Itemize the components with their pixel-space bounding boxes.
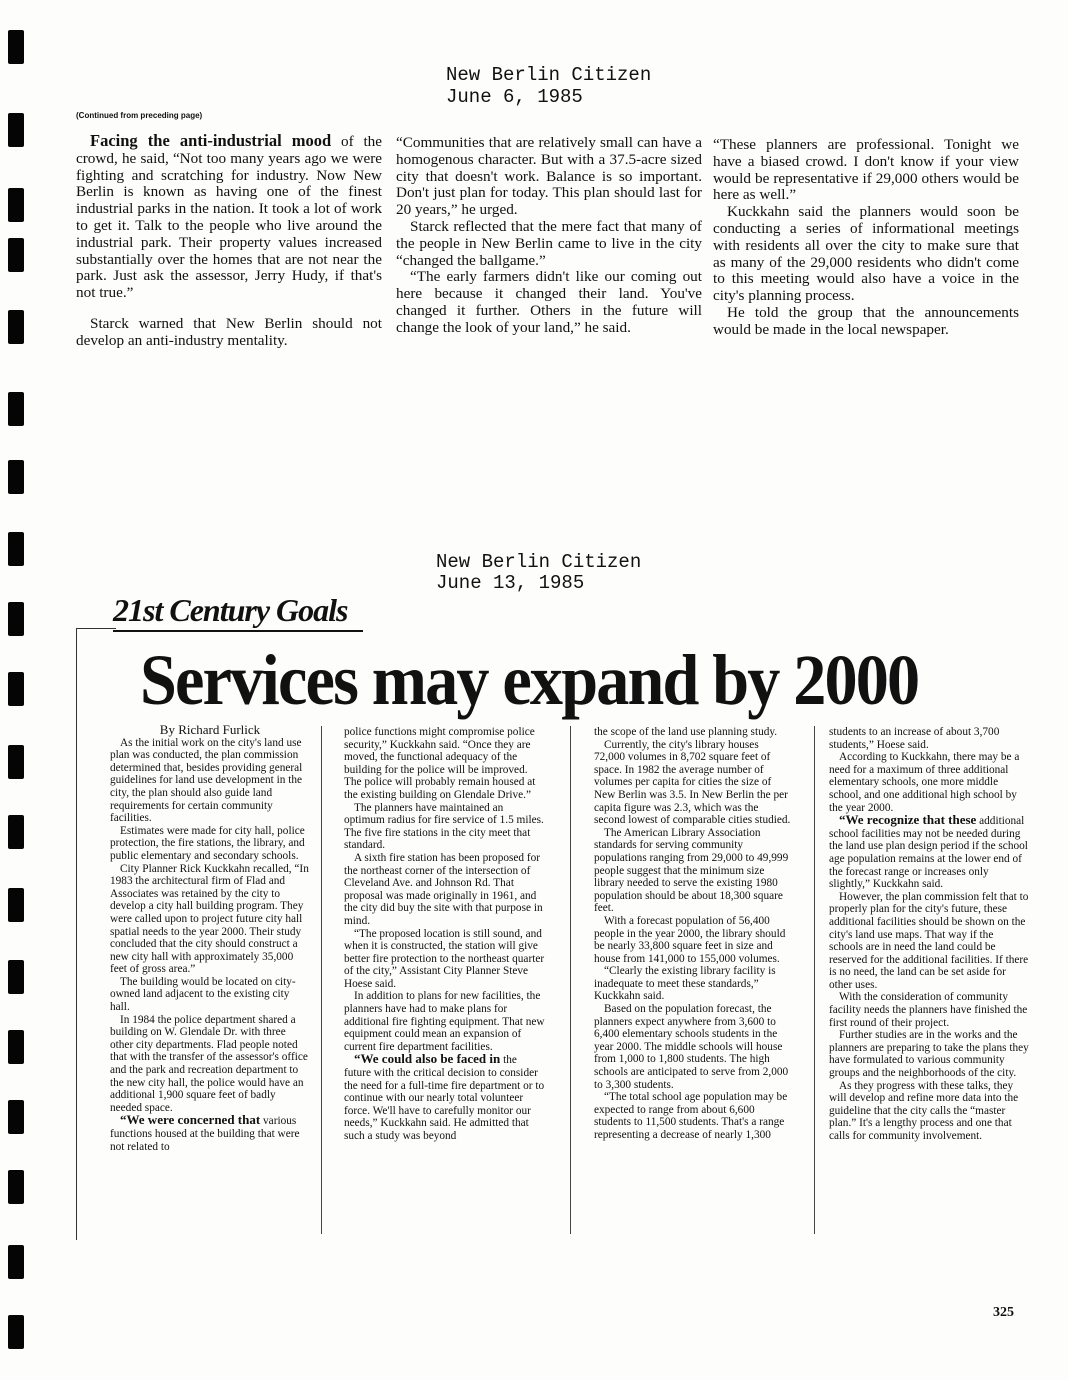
paragraph-text: of the crowd, he said, “Not too many years ago we were fighting and scratching for industry. Now New Berlin is known as having one of the finest industrial parks in the nation. It took a lot of work to get it. Talk to the people who live around the industrial park. Their property values increased substantially over the homes that are not near the park. Just ask the assessor, Jerry Hudy, if that's not true.”: [76, 133, 382, 302]
paragraph: [829, 814, 1029, 891]
byline: By Richard Furlick: [159, 722, 261, 737]
binder-hole: [8, 188, 24, 222]
citation-paper: New Berlin Citizen: [436, 551, 642, 573]
paragraph: Estimates were made for city hall, police protection, the fire stations, the library, and public elementary and secondary schools.: [110, 824, 305, 862]
article-2-column-2: [344, 726, 546, 1143]
paragraph: [76, 133, 382, 302]
paragraph: police functions might compromise police security,” Kuckkahn said. “Once they are moved, the functional adequacy of the building for the police will be improved. The police will probably remain housed at the existing building on Glendale Drive.”: [344, 726, 536, 801]
paragraph: In 1984 the police department shared a building on W. Glendale Dr. with three other city departments. Flad people noted that with the transfer of the assessor's office and the park and recreation department to the new city hall, the police would have an additional 1,900 square feet of badly needed space.: [110, 1013, 308, 1114]
binder-hole: [8, 602, 24, 636]
paragraph: The building would be located on city-owned land adjacent to the existing city hall.: [110, 975, 296, 1014]
paragraph: the scope of the land use planning study.: [594, 726, 778, 738]
paragraph: However, the plan commission felt that to properly plan for the city's future, these additional facilities should be shown on the city's land use maps. That way if the schools are in need the land could be reserved for the additional facilities. If there is no need, the land can be set aside for other uses.: [829, 890, 1029, 991]
article-2-column-4: [829, 726, 1029, 1143]
binder-hole: [8, 672, 24, 706]
paragraph: City Planner Rick Kuckkahn recalled, “In 1983 the architectural firm of Flad and Associates was retained by the city to develop a city hall building program. They were called upon to project future city hall spatial needs to the year 2000. Their study concluded that the city should construct a new city hall with approximately 35,000 feet of gross area.”: [110, 862, 309, 976]
lead-in: Facing the anti-industrial mood: [90, 131, 332, 150]
binder-hole: [8, 1170, 24, 1204]
binder-hole: [8, 30, 24, 64]
paragraph: “Clearly the existing library facility is inadequate to meet these standards,” Kuckkahn said.: [594, 965, 776, 1003]
paragraph: [110, 1114, 310, 1153]
binder-hole: [8, 460, 24, 494]
paragraph: With a forecast population of 56,400 people in the year 2000, the library should be nearly 33,800 square feet in size and house from 141,000 to 155,000 volumes.: [594, 914, 786, 965]
binder-hole: [8, 532, 24, 566]
binder-hole: [8, 1030, 24, 1064]
paragraph-text: the future with the critical decision to consider the need for a full-time fire department or to continue with our nearly total volunteer force. We'll have to carefully monitor our needs,” Kuckkahn said. He admitted that such a study was beyond: [344, 1054, 545, 1142]
binder-hole: [8, 960, 24, 994]
article-1-column-3: [713, 137, 1019, 339]
binder-hole: [8, 888, 24, 922]
paragraph: A sixth fire station has been proposed for the northeast corner of the intersection of Cleveland Ave. and Johnson Rd. That proposal was made originally in 1961, and the city did buy the site with that purpose in mind.: [344, 851, 543, 927]
article-1-column-2: [396, 135, 702, 337]
binder-hole: [8, 745, 24, 779]
citation-paper: New Berlin Citizen: [446, 64, 652, 86]
paragraph: In addition to plans for new facilities, the planners have had to make plans for additional fire fighting equipment. That new equipment could mean an expansion of current fire department facilities.: [344, 990, 545, 1053]
paragraph: students to an increase of about 3,700 students,” Hoese said.: [829, 726, 1000, 751]
paragraph: “These planners are professional. Tonight we have a biased crowd. I don't know if your view would be representative if 29,000 others would be here as well.”: [713, 136, 1019, 204]
paragraph: With the consideration of community facility needs the planners have finished the first round of their project.: [829, 991, 1028, 1029]
paragraph: Kuckkahn said the planners would soon be conducting a series of informational meetings with residents all over the city to make sure that as many of the 29,000 residents who didn't come to this meeting would also have a voice in the city's planning process.: [713, 203, 1019, 305]
paragraph: The American Library Association standards for serving community populations ranging from 29,000 to 49,999 people suggest that the minimum size library needed to serve the existing 1980 population should be about 18,300 square feet.: [594, 826, 789, 915]
article-1-column-1: [76, 133, 382, 350]
continued-note: (Continued from preceding page): [76, 111, 203, 120]
binder-hole: [8, 1100, 24, 1134]
binder-hole: [8, 1315, 24, 1349]
paragraph: Currently, the city's library houses 72,000 volumes in 8,702 square feet of space. In 1982 the average number of volumes per capita for cities the size of New Berlin was 3.5. In New Berlin the per capita figure was 2.3, which was the second lowest of comparable cities studied.: [594, 738, 791, 827]
bold-lead-in: “We were concerned that: [120, 1112, 261, 1128]
paragraph: “Communities that are relatively small can have a homogenous character. But with a 37.5-acre sized city that doesn't work. Balance is so important. Don't just plan for today. This plan should last for 20 years,” he urged.: [396, 134, 702, 219]
binder-holes: [8, 0, 24, 1380]
paragraph-text: various functions housed at the building that were not related to: [110, 1115, 300, 1153]
frame-rule: [76, 628, 116, 629]
paragraph: As they progress with these talks, they will develop and refine more data into the guideline that the city calls the “master plan.” It's a lengthy process and one that calls for community involvement.: [829, 1079, 1019, 1142]
column-rule: [570, 726, 571, 1234]
article-2-column-1: [110, 724, 310, 1153]
paragraph: “The total school age population may be expected to range from about 6,600 students to 11,500 students. That's a range representing a decrease of nearly 1,300: [594, 1091, 788, 1141]
paragraph: According to Kuckkahn, there may be a need for a maximum of three additional elementary schools, one more middle school, and one additional high school by the year 2000.: [829, 751, 1020, 814]
headline: Services may expand by 2000: [140, 640, 919, 720]
paragraph: The planners have maintained an optimum radius for fire service of 1.5 miles. The five fire stations in the city meet that standard.: [344, 801, 544, 852]
paragraph: “The early farmers didn't like our coming out here because it changed their land. You've changed it further. Others in the future will change the look of your land,” he said.: [396, 268, 702, 336]
article-2-column-3: [594, 726, 792, 1142]
binder-hole: [8, 1245, 24, 1279]
binder-hole: [8, 392, 24, 426]
paragraph: Starck reflected that the mere fact that many of the people in New Berlin came to live in the city “changed the ballgame.”: [396, 217, 702, 269]
bold-lead-in: “We could also be faced in: [354, 1051, 501, 1067]
paragraph: As the initial work on the city's land use plan was conducted, the plan commission determined that, besides providing general guidelines for land use development in the city, the plan should also guide land requirements for certain community facilities.: [110, 736, 303, 825]
citation-date: June 13, 1985: [436, 572, 585, 594]
paragraph: He told the group that the announcements would be made in the local newspaper.: [713, 303, 1019, 338]
paragraph: “The proposed location is still sound, and when it is constructed, the station will give better fire protection to the northeast quarter of the city,” Assistant City Planner Steve Hoese said.: [344, 927, 545, 990]
column-rule: [814, 726, 815, 1234]
frame-rule: [76, 628, 77, 1240]
paragraph: Further studies are in the works and the planners are preparing to take the plans they have formulated to various community groups and the neighborhoods of the city.: [829, 1029, 1029, 1080]
column-rule: [321, 726, 322, 1234]
citation-date: June 6, 1985: [446, 86, 583, 108]
paragraph: [344, 1053, 546, 1142]
binder-hole: [8, 113, 24, 147]
paragraph-text: Starck warned that New Berlin should not develop an anti-industry mentality.: [76, 314, 382, 349]
binder-hole: [8, 238, 24, 272]
paragraph: Based on the population forecast, the planners expect anywhere from 3,600 to 6,400 elementary schools students in the year 2000. The middle schools will house from 1,000 to 1,800 students. The high schools are anticipated to serve from 2,000 to 3,300 students.: [594, 1003, 789, 1091]
kicker: 21st Century Goals: [113, 590, 363, 632]
paragraph-text: additional school facilities may not be needed during the land use plan design period if the school age population remains at the lower end of the forecast range or increases only slightly,” Kuckkahn said.: [829, 815, 1028, 891]
paragraph: [76, 316, 382, 350]
bold-lead-in: “We recognize that these: [839, 812, 977, 828]
binder-hole: [8, 310, 24, 344]
binder-hole: [8, 815, 24, 849]
page-number: 325: [993, 1305, 1014, 1320]
